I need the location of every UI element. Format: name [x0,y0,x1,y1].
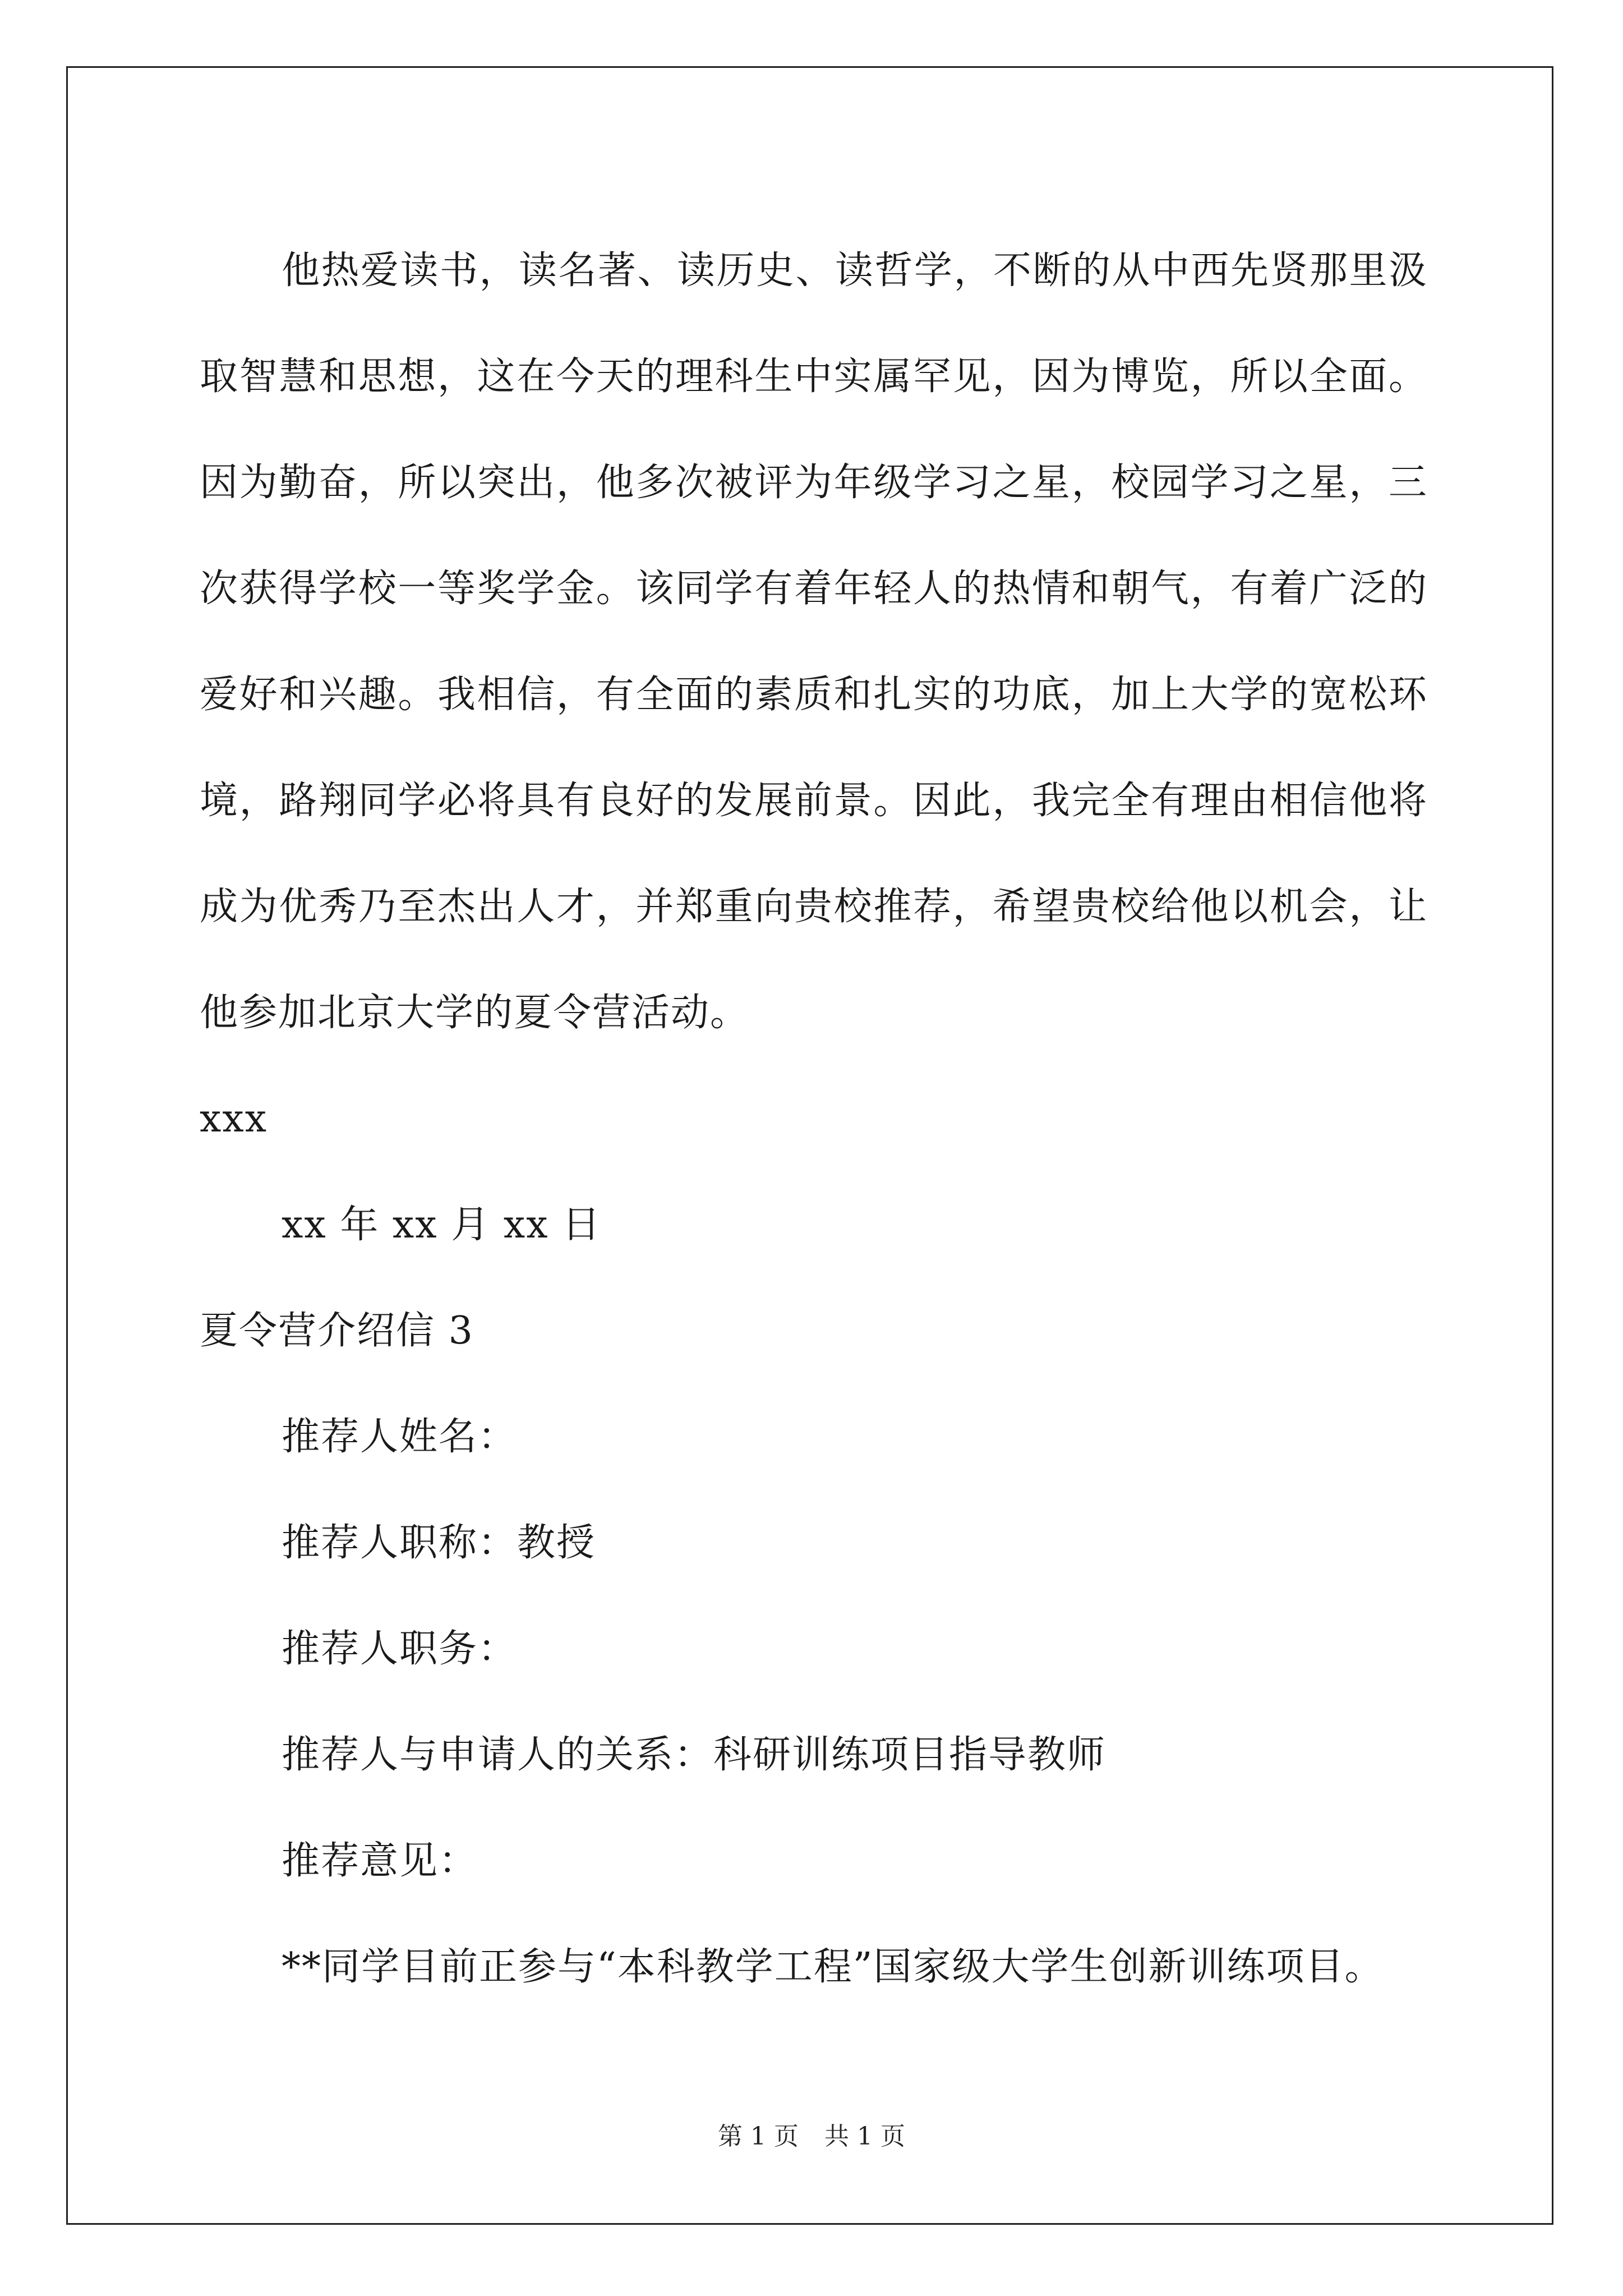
document-body [200,218,1428,2020]
recommendation-opinion-label: 推荐意见： [282,1839,478,1883]
recommender-position-field: 推荐人职务： [282,1627,518,1671]
page-number-current: 第 1 页 [718,2122,799,2151]
body-paragraph: 他热爱读书，读名著、读历史、读哲学，不断的从中西先贤那里汲取智慧和思想，这在今天的理科生中实属罕见，因为博览，所以全面。因为勤奋，所以突出，他多次被评为年级学习之星，校园学习之星，三次获得学校一等奖学金。该同学有着年轻人的热情和朝气，有着广泛的爱好和兴趣。我相信，有全面的素质和扎实的功底，加上大学的宽松环境，路翔同学必将具有良好的发展前景。因此，我完全有理由相信他将成为优秀乃至杰出人才，并郑重向贵校推荐，希望贵校给他以机会，让他参加北京大学的夏令营活动。 [200,249,1428,1035]
date-line: xx 年 xx 月 xx 日 [282,1203,602,1247]
recommender-title-field: 推荐人职称：教授 [282,1521,596,1565]
signature: xxx [200,1097,268,1141]
body-paragraph-last: **同学目前正参与“本科教学工程”国家级大学生创新训练项目。 [282,1945,1384,1989]
section-title: 夏令营介绍信 3 [200,1309,474,1353]
recommender-name-field: 推荐人姓名： [282,1415,518,1459]
page-number-total: 共 1 页 [824,2122,905,2151]
recommender-relation-field: 推荐人与申请人的关系：科研训练项目指导教师 [282,1733,1106,1777]
page-footer [0,2116,1623,2152]
